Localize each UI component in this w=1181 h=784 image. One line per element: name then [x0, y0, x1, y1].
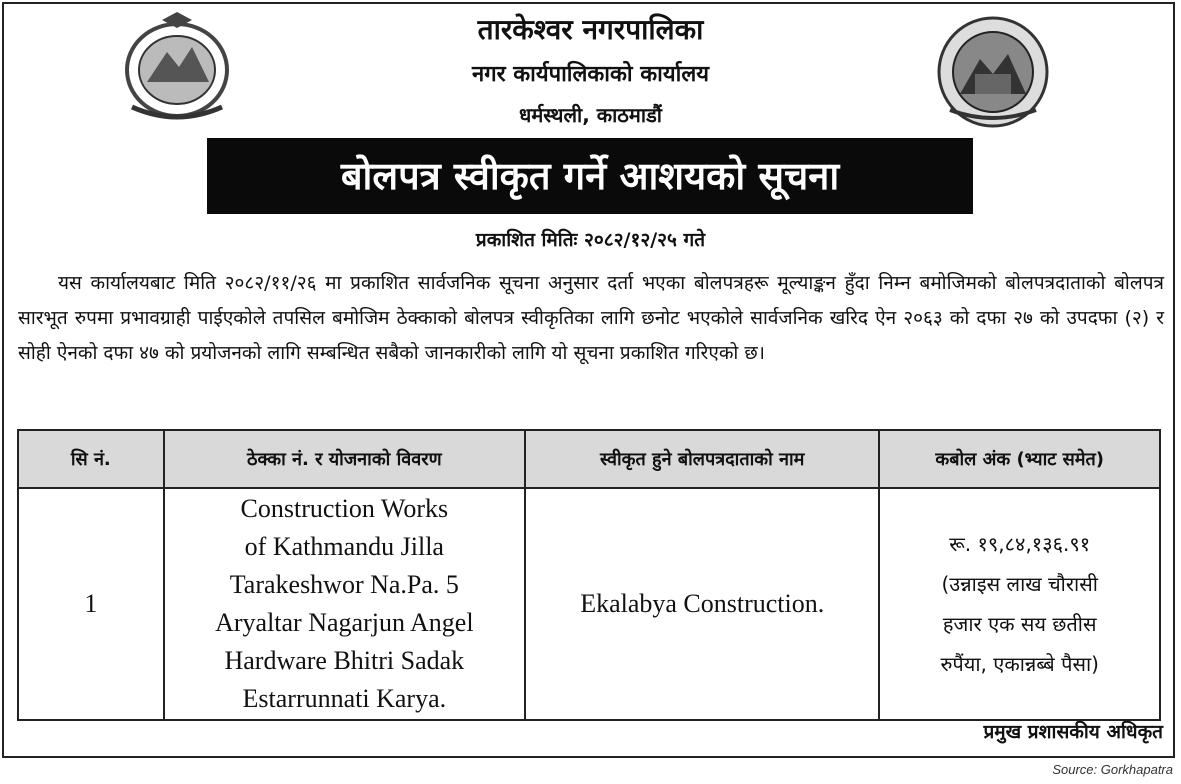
amount-words-line: हजार एक सय छतीस [942, 612, 1097, 636]
bid-amount-cell [879, 488, 1160, 720]
description-line: Tarakeshwor Na.Pa. 5 [229, 570, 459, 599]
signoff-title: प्रमुख प्रशासकीय अधिकृत [983, 721, 1163, 743]
amount-words-line: रुपैंया, एकान्नब्बे पैसा) [940, 652, 1099, 676]
notice-title: बोलपत्र स्वीकृत गर्ने आशयको सूचना [207, 138, 973, 214]
office-address: धर्मस्थली, काठमाडौं [519, 103, 662, 127]
description-line: Construction Works [240, 494, 449, 523]
header-serial-no: सि नं. [18, 430, 164, 488]
table-row [18, 488, 1160, 720]
description-line: Estarrunnati Karya. [242, 684, 447, 713]
award-table [17, 429, 1161, 721]
description-line: of Kathmandu Jilla [244, 532, 444, 561]
source-credit: Source: Gorkhapatra [1052, 762, 1173, 777]
description-line: Hardware Bhitri Sadak [224, 646, 465, 675]
serial-no: 1 [18, 488, 164, 720]
header-bid-amount: कबोल अंक (भ्याट समेत) [879, 430, 1160, 488]
notice-paragraph: यस कार्यालयबाट मिति २०८२/११/२६ मा प्रकाशित सार्वजनिक सूचना अनुसार दर्ता भएका बोलपत्रहरू मूल्याङ्कन हुँदा निम्न बमोजिमको बोलपत्रदाताको बोलपत्र सारभूत रुपमा प्रभावग्राही पाईएकोले तपसिल बमोजिम ठेक्काको बोलपत्र स्वीकृतिका लागि छनोट भएकोले सार्वजनिक खरिद ऐन २०६३ को दफा २७ को उपदफा (२) र सोही ऐनको दफा ४७ को प्रयोजनको लागि सम्बन्धित सबैको जानकारीको लागि यो सूचना प्रकाशित गरिएको छ। [18, 272, 1164, 364]
contract-description [164, 488, 525, 720]
table-header-row [18, 430, 1160, 488]
amount-words-line: (उन्नाइस लाख चौरासी [941, 572, 1098, 596]
office-name: नगर कार्यपालिकाको कार्यालय [472, 62, 709, 87]
description-line: Aryaltar Nagarjun Angel [215, 608, 474, 637]
header-bidder-name: स्वीकृत हुने बोलपत्रदाताको नाम [525, 430, 879, 488]
bidder-name: Ekalabya Construction. [525, 488, 879, 720]
header-contract-description: ठेक्का नं. र योजनाको विवरण [164, 430, 525, 488]
bid-amount: रू. १९,८४,१३६.९१ [949, 532, 1091, 556]
published-date: प्रकाशित मितिः २०८२/१२/२५ गते [475, 229, 706, 251]
municipality-name: तारकेश्वर नगरपालिका [477, 13, 704, 46]
